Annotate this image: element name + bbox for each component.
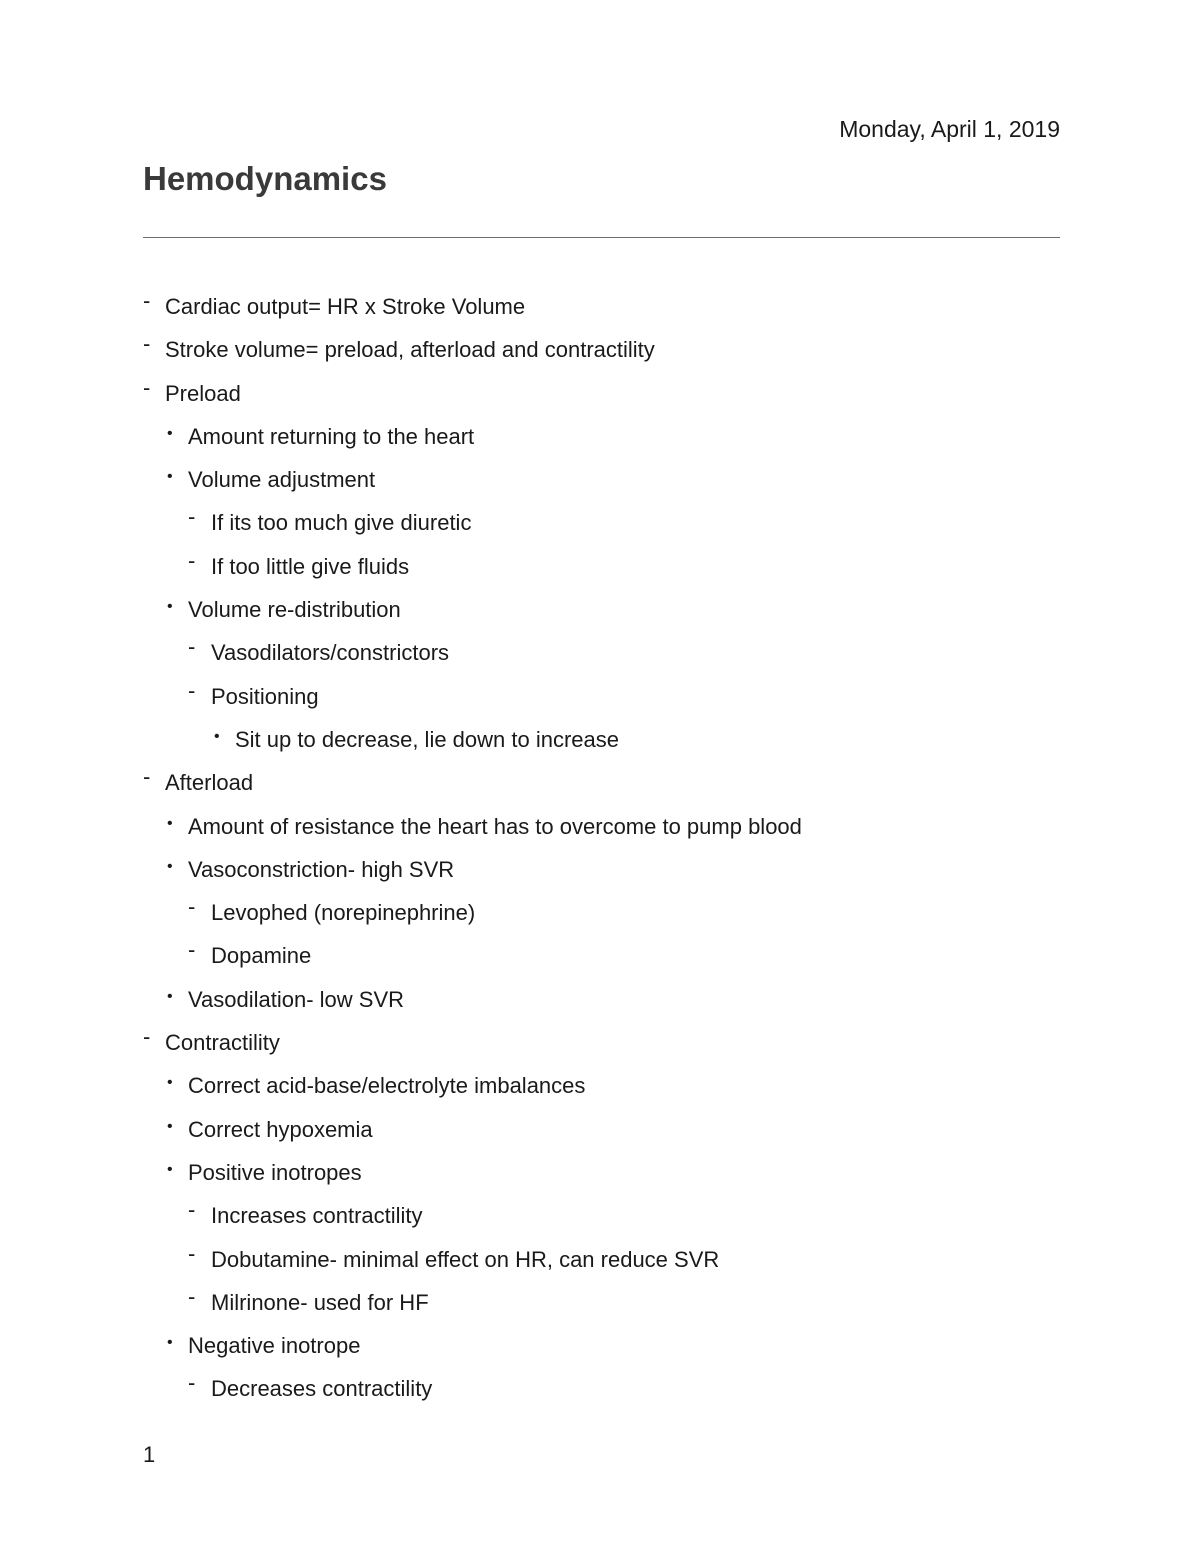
outline-item-level-2 [0,891,1200,934]
dot-bullet-icon: • [167,1117,173,1135]
outline-item-text: Vasoconstriction- high SVR [188,856,455,882]
outline-item-level-1 [0,588,1200,631]
outline-item-level-1 [0,978,1200,1021]
outline-item-level-2 [0,1367,1200,1410]
dash-bullet-icon: - [143,331,151,357]
outline-item-text: Increases contractility [211,1203,423,1229]
outline-item-level-1 [0,1151,1200,1194]
dash-bullet-icon: - [143,374,151,400]
outline-item-text: Sit up to decrease, lie down to increase [235,726,620,752]
outline-item-level-2 [0,545,1200,588]
dot-bullet-icon: • [167,1160,173,1178]
outline-item-level-1 [0,1108,1200,1151]
outline-item-level-1 [0,1064,1200,1107]
outline-item-text: Positive inotropes [188,1159,362,1185]
outline-item-level-2 [0,631,1200,674]
dash-bullet-icon: - [188,894,196,920]
outline-item-text: Volume adjustment [188,467,376,493]
dash-bullet-icon: - [188,1197,196,1223]
dash-bullet-icon: - [143,1024,151,1050]
dash-bullet-icon: - [188,937,196,963]
outline-item-level-2 [0,1194,1200,1237]
outline-item-text: Volume re-distribution [188,597,401,623]
outline-item-text: Dopamine [211,943,312,969]
dash-bullet-icon: - [188,1283,196,1309]
dash-bullet-icon: - [188,547,196,573]
outline-item-text: Positioning [211,683,319,709]
dash-bullet-icon: - [188,1370,196,1396]
dot-bullet-icon: • [167,468,173,486]
outline-item-level-0 [0,1021,1200,1064]
outline-item-text: Negative inotrope [188,1333,361,1359]
page-number: 1 [143,1442,156,1467]
outline-item-level-2 [0,501,1200,544]
outline-item-text: If its too much give diuretic [211,510,472,536]
outline-item-text: Afterload [165,770,254,796]
dot-bullet-icon: • [167,1334,173,1352]
outline-item-text: If too little give fluids [211,553,410,579]
dot-bullet-icon: • [167,598,173,616]
outline-item-level-3 [0,718,1200,761]
outline-item-level-0 [0,328,1200,371]
dash-bullet-icon: - [188,504,196,530]
outline-item-level-1 [0,1324,1200,1367]
dot-bullet-icon: • [167,1074,173,1092]
outline-item-text: Decreases contractility [211,1376,433,1402]
outline-item-text: Preload [165,380,241,406]
title-divider [143,237,1060,238]
dash-bullet-icon: - [188,1240,196,1266]
outline-item-level-2 [0,1238,1200,1281]
dash-bullet-icon: - [143,764,151,790]
outline-item-text: Amount of resistance the heart has to overcome to pump blood [188,813,802,839]
outline-item-text: Cardiac output= HR x Stroke Volume [165,294,526,319]
dot-bullet-icon: • [214,727,220,745]
note-date: Monday, April 1, 2019 [839,116,1060,142]
outline-item-text: Vasodilators/constrictors [211,640,450,666]
outline-item-level-1 [0,458,1200,501]
dash-bullet-icon: - [143,288,151,313]
outline-item-text: Correct hypoxemia [188,1116,373,1142]
outline-item-level-2 [0,675,1200,718]
outline-item-level-2 [0,934,1200,977]
dot-bullet-icon: • [167,424,173,442]
outline-item-text: Amount returning to the heart [188,423,475,449]
outline-item-text: Milrinone- used for HF [211,1289,429,1315]
dot-bullet-icon: • [167,857,173,875]
dash-bullet-icon: - [188,634,196,660]
outline-item-level-0 [0,372,1200,415]
page-title: Hemodynamics [143,160,387,197]
outline-item-level-0 [0,761,1200,804]
notes-outline [0,285,1200,1411]
outline-item-text: Contractility [165,1030,280,1056]
outline-item-level-1 [0,805,1200,848]
outline-item-text: Levophed (norepinephrine) [211,900,476,926]
outline-item-text: Correct acid-base/electrolyte imbalances [188,1073,586,1099]
dot-bullet-icon: • [167,987,173,1005]
outline-item-text: Dobutamine- minimal effect on HR, can reduce SVR [211,1246,720,1272]
outline-item-level-0 [0,285,1200,328]
outline-item-level-1 [0,415,1200,458]
outline-item-text: Stroke volume= preload, afterload and contractility [165,337,655,363]
outline-item-level-1 [0,848,1200,891]
dot-bullet-icon: • [167,814,173,832]
dash-bullet-icon: - [188,677,196,703]
outline-item-text: Vasodilation- low SVR [188,986,405,1012]
outline-item-level-2 [0,1281,1200,1324]
